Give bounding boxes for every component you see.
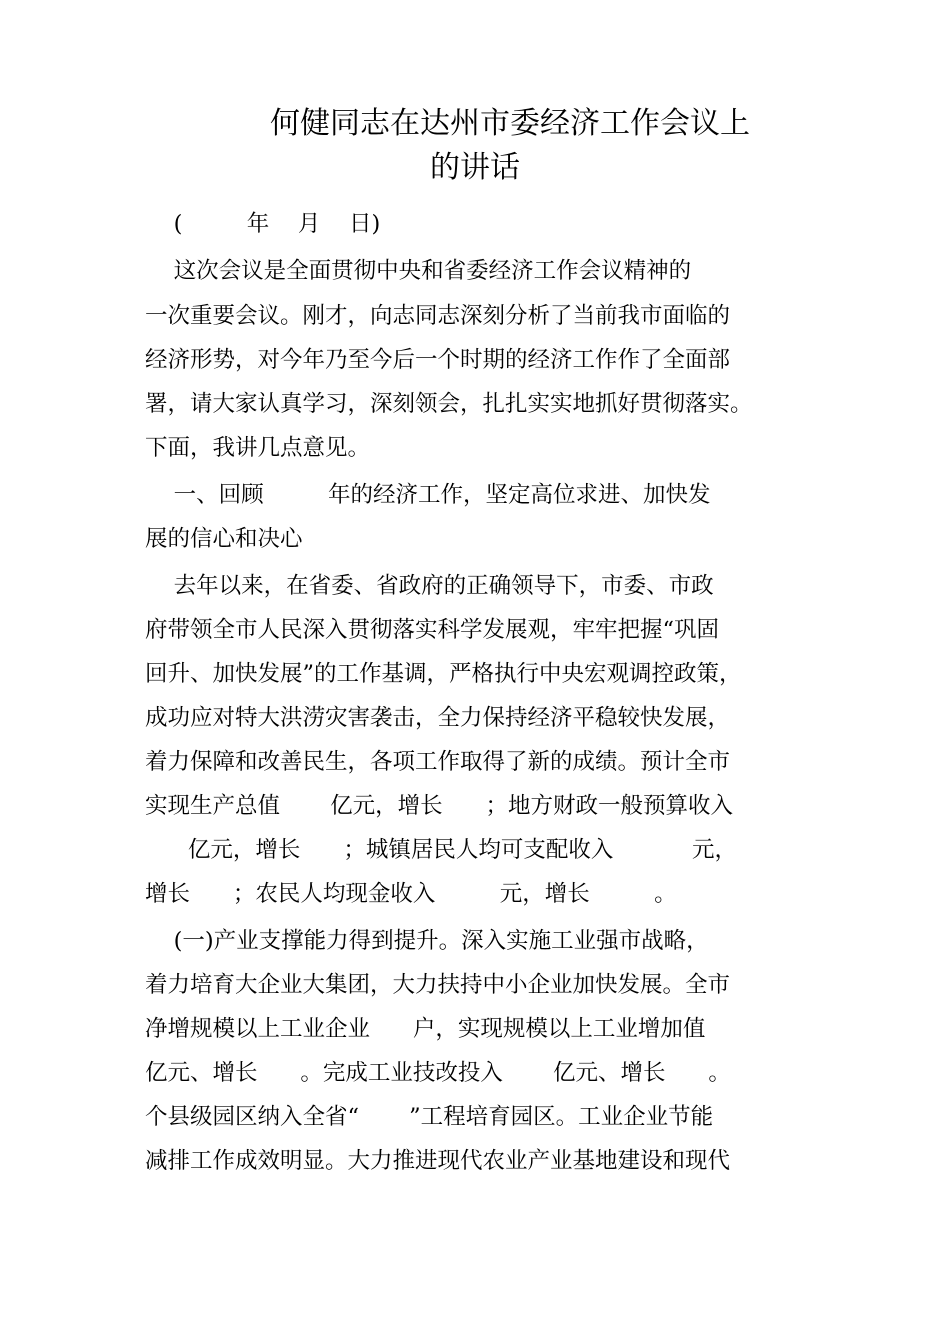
paragraph-line: 着力保障和改善民生，各项工作取得了新的成绩。预计全市 <box>145 749 731 775</box>
paragraph-line: 一次重要会议。刚才，向志同志深刻分析了当前我市面临的 <box>145 303 731 329</box>
paragraph-line: 去年以来，在省委、省政府的正确领导下，市委、市政 <box>145 573 714 599</box>
paragraph-line: 署，请大家认真学习，深刻领会，扎扎实实地抓好贯彻落实。 <box>145 391 753 417</box>
paragraph-line: 着力培育大企业大集团，大力扶持中小企业加快发展。全市 <box>145 972 731 998</box>
paragraph-line: (一)产业支撑能力得到提升。深入实施工业强市战略， <box>145 928 709 954</box>
paragraph-line: 净增规模以上工业企业 户，实现规模以上工业增加值 <box>145 1016 706 1042</box>
paragraph-line: 增长 ；农民人均现金收入 元，增长 。 <box>145 881 677 907</box>
paragraph-line: 亿元、增长 。完成工业技改投入 亿元、增长 。 <box>145 1060 731 1086</box>
date-line: ( 年 月 日) <box>145 211 381 237</box>
paragraph-line: 经济形势，对今年乃至今后一个时期的经济工作作了全面部 <box>145 347 731 373</box>
paragraph-line: 回升、加快发展”的工作基调，严格执行中央宏观调控政策， <box>145 661 742 687</box>
paragraph-line: 成功应对特大洪涝灾害袭击，全力保持经济平稳较快发展， <box>145 705 731 731</box>
section-heading-line: 一、回顾 年的经济工作，坚定高位求进、加快发 <box>145 482 711 508</box>
paragraph-line: 下面，我讲几点意见。 <box>145 435 371 461</box>
paragraph-line: 亿元，增长 ；城镇居民人均可支配收入 元， <box>145 837 737 863</box>
paragraph-line: 减排工作成效明显。大力推进现代农业产业基地建设和现代 <box>145 1148 731 1174</box>
paragraph-line: 府带领全市人民深入贯彻落实科学发展观，牢牢把握“巩固 <box>145 617 720 643</box>
paragraph-line: 实现生产总值 亿元，增长 ；地方财政一般预算收入 <box>145 793 733 819</box>
paragraph-line: 这次会议是全面贯彻中央和省委经济工作会议精神的 <box>145 258 692 284</box>
document-title-line-2: 的讲话 <box>430 150 520 185</box>
paragraph-line: 个县级园区纳入全省“ ”工程培育园区。工业企业节能 <box>145 1104 714 1130</box>
section-heading-line: 展的信心和决心 <box>145 526 303 552</box>
document-title-line-1: 何健同志在达州市委经济工作会议上 <box>270 106 750 141</box>
